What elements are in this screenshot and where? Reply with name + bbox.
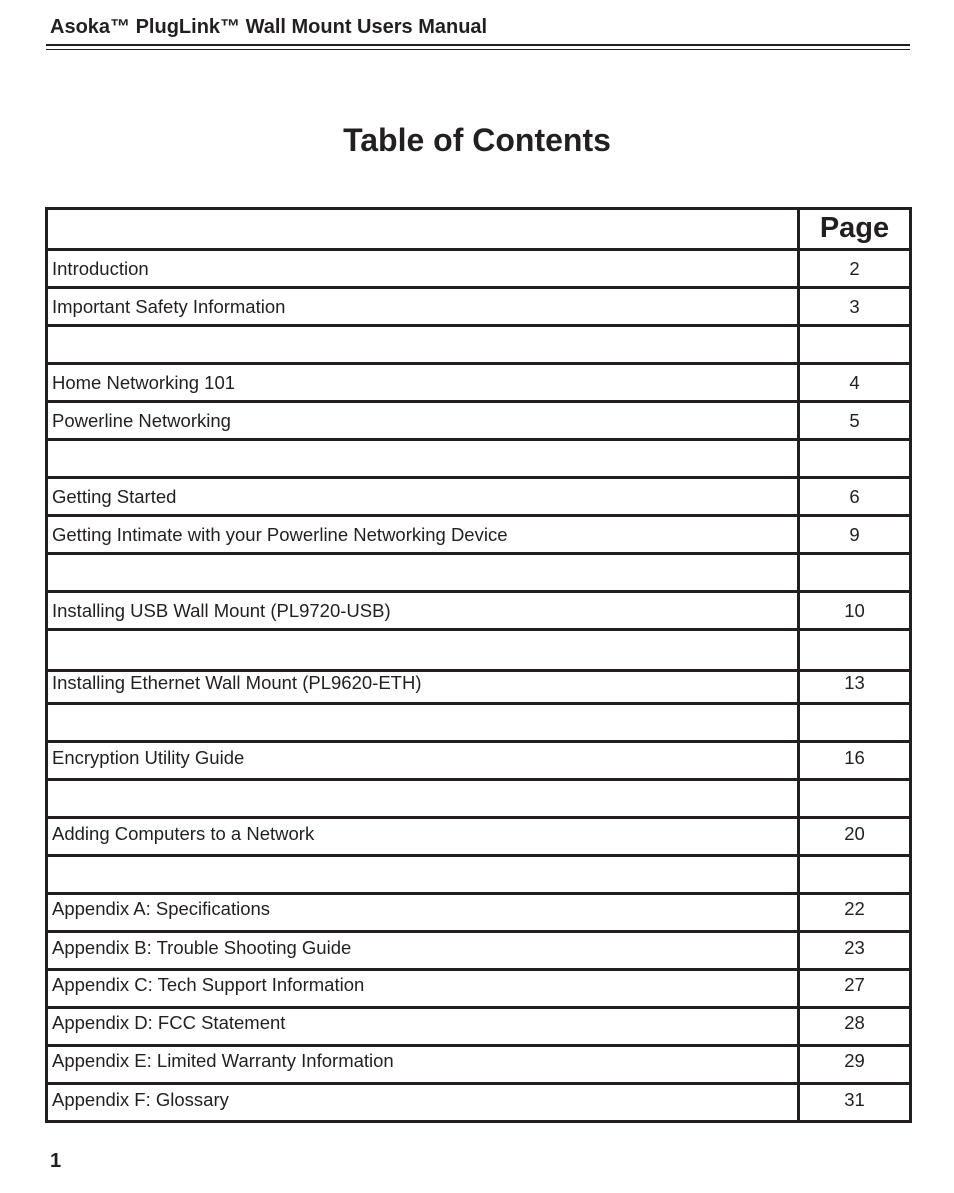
toc-entry-title: Introduction [48, 251, 800, 286]
header-rule-thin [46, 49, 910, 50]
document-header-title: Asoka™ PlugLink™ Wall Mount Users Manual [50, 16, 488, 38]
toc-entry-page [800, 857, 909, 892]
toc-entry-page: 22 [844, 898, 865, 919]
toc-entry-title [48, 705, 800, 740]
toc-entry-row[interactable] [48, 1085, 909, 1123]
toc-entry-page: 6 [849, 486, 860, 507]
toc-entry-title: Appendix D: FCC Statement [48, 1009, 800, 1044]
toc-entry-title: Appendix B: Trouble Shooting Guide [48, 933, 800, 968]
toc-entry-page: 13 [844, 672, 865, 693]
toc-entry-row[interactable] [48, 1009, 909, 1047]
toc-entry-row[interactable] [48, 971, 909, 1009]
toc-entry-row[interactable] [48, 743, 909, 781]
toc-entry-title [48, 327, 800, 362]
toc-entry-page: 31 [844, 1089, 865, 1110]
toc-spacer-row [48, 631, 909, 672]
toc-entry-row[interactable] [48, 895, 909, 933]
toc-entry-title: Encryption Utility Guide [48, 743, 800, 778]
toc-entry-page [800, 441, 909, 476]
toc-entry-title: Installing Ethernet Wall Mount (PL9620-ETH) [48, 672, 800, 702]
toc-entry-title: Adding Computers to a Network [48, 819, 800, 854]
toc-header-row [48, 210, 909, 251]
toc-entry-title: Installing USB Wall Mount (PL9720-USB) [48, 593, 800, 628]
toc-entry-page: 4 [849, 372, 860, 393]
toc-spacer-row [48, 441, 909, 479]
toc-entry-row[interactable] [48, 593, 909, 631]
page-number: 1 [50, 1150, 62, 1172]
toc-entry-row[interactable] [48, 672, 909, 705]
toc-entry-page: 16 [844, 747, 865, 768]
toc-entry-row[interactable] [48, 251, 909, 289]
toc-header-title-cell [48, 210, 800, 248]
toc-entry-page [800, 555, 909, 590]
toc-entry-page: 9 [849, 524, 860, 545]
toc-entry-page: 20 [844, 823, 865, 844]
toc-entry-title: Appendix E: Limited Warranty Information [48, 1047, 800, 1082]
toc-entry-title [48, 631, 800, 669]
toc-entry-title: Getting Intimate with your Powerline Networking Device [48, 517, 800, 552]
toc-entry-page: 5 [849, 410, 860, 431]
toc-entry-row[interactable] [48, 289, 909, 327]
toc-spacer-row [48, 327, 909, 365]
toc-entry-title: Powerline Networking [48, 403, 800, 438]
toc-entry-title [48, 441, 800, 476]
toc-entry-page: 29 [844, 1050, 865, 1071]
toc-entry-row[interactable] [48, 365, 909, 403]
toc-entry-page: 28 [844, 1012, 865, 1033]
toc-spacer-row [48, 555, 909, 593]
toc-entry-page [800, 781, 909, 816]
toc-entry-page: 10 [844, 600, 865, 621]
toc-entry-title: Appendix A: Specifications [48, 895, 800, 930]
header-rule [46, 44, 910, 46]
toc-entry-title [48, 555, 800, 590]
toc-entry-title: Getting Started [48, 479, 800, 514]
toc-entry-title [48, 781, 800, 816]
toc-entry-row[interactable] [48, 819, 909, 857]
toc-spacer-row [48, 857, 909, 895]
toc-entry-row[interactable] [48, 479, 909, 517]
toc-entry-page [800, 327, 909, 362]
toc-entry-page: 23 [844, 937, 865, 958]
toc-entry-row[interactable] [48, 1047, 909, 1085]
toc-entry-page: 27 [844, 974, 865, 995]
toc-entry-page [800, 631, 909, 669]
toc-entry-title: Important Safety Information [48, 289, 800, 324]
toc-entry-title: Appendix C: Tech Support Information [48, 971, 800, 1006]
toc-entry-row[interactable] [48, 403, 909, 441]
toc-spacer-row [48, 781, 909, 819]
toc-entry-page [800, 705, 909, 740]
toc-entry-title [48, 857, 800, 892]
toc-entry-title: Home Networking 101 [48, 365, 800, 400]
page-title: Table of Contents [343, 122, 611, 158]
toc-spacer-row [48, 705, 909, 743]
toc-entry-page: 2 [849, 258, 860, 279]
toc-header-page: Page [819, 212, 890, 244]
table-of-contents [45, 207, 912, 1123]
toc-entry-row[interactable] [48, 933, 909, 971]
toc-entry-page: 3 [849, 296, 860, 317]
toc-entry-title: Appendix F: Glossary [48, 1085, 800, 1120]
toc-entry-row[interactable] [48, 517, 909, 555]
